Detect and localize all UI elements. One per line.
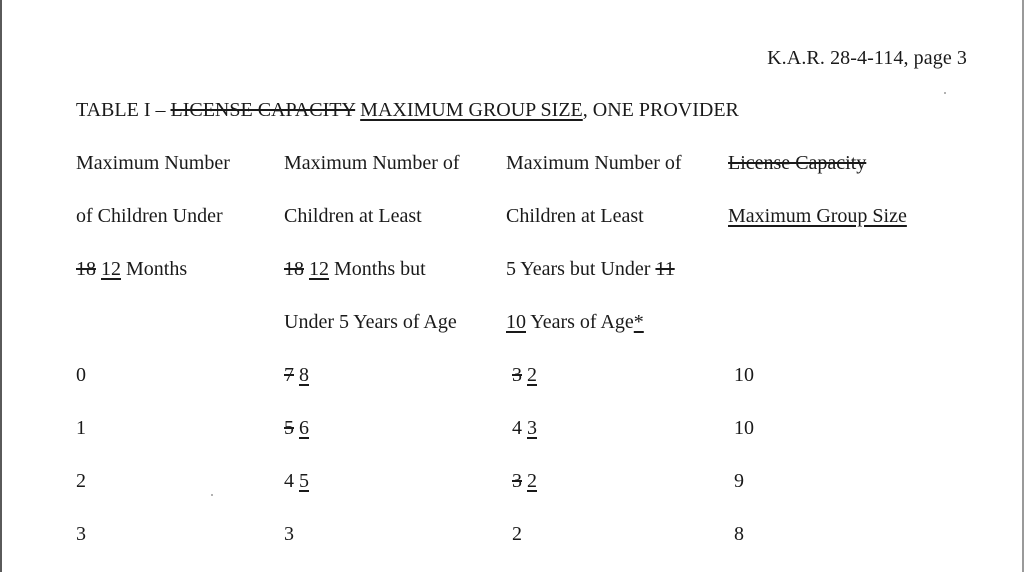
- plain-value: 4: [512, 417, 522, 439]
- asterisk-note-marker: *: [633, 311, 644, 333]
- inserted-value: 12: [309, 258, 329, 280]
- col-infants-header-line3: [76, 258, 187, 281]
- row-0-infants: 0: [76, 364, 86, 386]
- page-left-edge: [0, 0, 2, 572]
- col-school-age-header-line2: Children at Least: [506, 205, 644, 227]
- inserted-value: 2: [527, 470, 537, 492]
- col-infants-header-line2: of Children Under: [76, 205, 223, 227]
- deleted-value: 3: [512, 470, 522, 492]
- col-school-age-header-line1: Maximum Number of: [506, 152, 682, 174]
- col-toddlers-header-line1: Maximum Number of: [284, 152, 460, 174]
- deleted-value: 18: [76, 258, 96, 280]
- row-0-school-age: [506, 364, 537, 387]
- title-prefix: TABLE I –: [76, 99, 171, 121]
- plain-value: 4: [284, 470, 294, 492]
- col-school-age-header-line3: [506, 258, 675, 281]
- col-infants-header-line1: Maximum Number: [76, 152, 230, 174]
- title-deleted-text: LICENSE CAPACITY: [170, 99, 356, 121]
- row-3-school-age: 2: [512, 523, 522, 545]
- inserted-value: 8: [299, 364, 309, 386]
- scan-speck: [211, 494, 213, 496]
- inserted-value: 10: [506, 311, 526, 333]
- deleted-value: 18: [284, 258, 304, 280]
- title-suffix: , ONE PROVIDER: [582, 99, 739, 121]
- inserted-value: 3: [527, 417, 537, 439]
- header-suffix: Years of Age: [526, 311, 634, 333]
- row-1-infants: 1: [76, 417, 86, 439]
- header-suffix: Months: [121, 258, 188, 280]
- inserted-value: 5: [299, 470, 309, 492]
- header-prefix: 5 Years but Under: [506, 258, 656, 280]
- title-inserted-text: MAXIMUM GROUP SIZE: [360, 99, 583, 121]
- inserted-value: 2: [527, 364, 537, 386]
- row-2-school-age: [506, 470, 537, 493]
- row-0-capacity: 10: [734, 364, 754, 386]
- col-school-age-header-line4: [506, 311, 644, 334]
- deleted-value: 3: [512, 364, 522, 386]
- deleted-value: 7: [284, 364, 294, 386]
- col-capacity-header-deleted: License Capacity: [728, 152, 867, 174]
- inserted-value: 6: [299, 417, 309, 439]
- deleted-value: 5: [284, 417, 294, 439]
- row-2-infants: 2: [76, 470, 86, 492]
- scan-speck: [944, 92, 946, 94]
- row-1-toddlers: [284, 417, 309, 440]
- row-3-toddlers: 3: [284, 523, 294, 545]
- row-1-school-age: [506, 417, 537, 440]
- col-toddlers-header-line4: Under 5 Years of Age: [284, 311, 457, 333]
- row-2-capacity: 9: [734, 470, 744, 492]
- row-2-toddlers: [284, 470, 309, 493]
- header-suffix: Months but: [329, 258, 426, 280]
- col-capacity-header-inserted: Maximum Group Size: [728, 205, 907, 227]
- col-toddlers-header-line2: Children at Least: [284, 205, 422, 227]
- row-3-capacity: 8: [734, 523, 744, 545]
- regulation-citation: K.A.R. 28-4-114, page 3: [767, 47, 967, 69]
- row-1-capacity: 10: [734, 417, 754, 439]
- row-3-infants: 3: [76, 523, 86, 545]
- deleted-value: 11: [655, 258, 675, 280]
- col-toddlers-header-line3: [284, 258, 426, 281]
- row-0-toddlers: [284, 364, 309, 387]
- table-title: [76, 99, 739, 122]
- inserted-value: 12: [101, 258, 121, 280]
